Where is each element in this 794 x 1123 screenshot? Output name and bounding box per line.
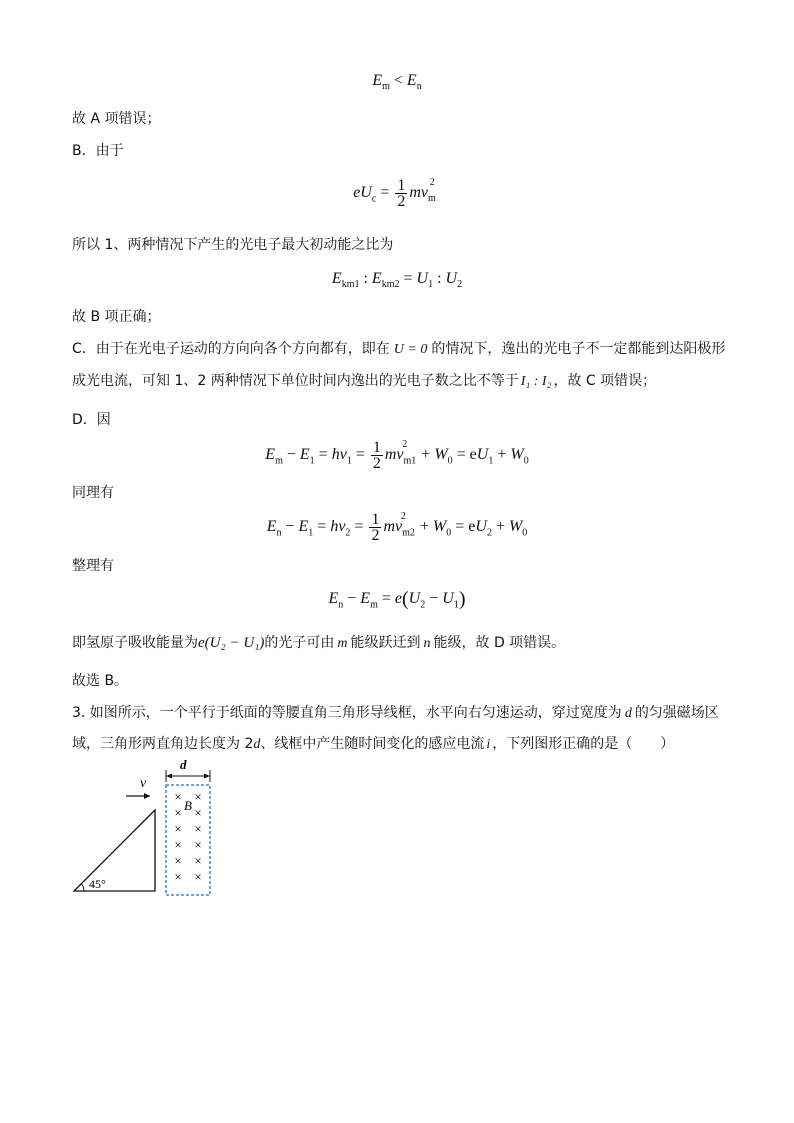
formula-em-e1: $E_m - E_1 = h\nu_1$ = $\frac{1}{2}$ $mv_{m1}^2+ W_0 = eU_1 + W_0$ — [265, 438, 529, 472]
q3-line2-a: 域，三角形两直角边长度为 2 — [72, 736, 254, 752]
text-b-because: B．由于 — [72, 143, 124, 159]
c-u0: U = 0 — [393, 342, 428, 357]
field-cross: × — [194, 853, 202, 868]
field-cross: × — [174, 821, 182, 836]
q3-d: d — [624, 706, 632, 721]
d-n: n — [423, 636, 431, 651]
text-d-because: D．因 — [72, 412, 111, 428]
text-a-wrong: 故 A 项错误； — [72, 111, 161, 127]
d-conc-b: 的光子可由 — [264, 635, 335, 651]
formula-ekm-ratio: $E_{km1}$ : $E_{km2} = U_1$ : $U_2$ — [331, 270, 463, 291]
formula-euc: $eU_c$ = $\frac{1}{2}$ $mv_m^2$ — [353, 176, 436, 210]
field-cross: × — [194, 869, 202, 884]
field-cross: × — [194, 821, 202, 836]
d-m: m — [337, 636, 348, 651]
field-cross: × — [174, 869, 182, 884]
c-line1-end: 的情况下，逸出的光电子不一定都能到达阳极形 — [431, 341, 726, 357]
field-cross: × — [194, 805, 202, 820]
c-i1i2: I₁ : I₂ — [520, 374, 552, 389]
text-c-line2 — [72, 372, 656, 391]
text-answer: 故选 B。 — [72, 673, 129, 689]
d-conc-c: 能级跃迁到 — [350, 635, 421, 651]
c-line1-start: C．由于在光电子运动的方向向各个方向都有，即在 — [72, 341, 390, 357]
formula-em-lt-en: $E_m < E_n$ — [372, 72, 422, 93]
width-arrow-right — [204, 774, 210, 779]
field-cross: × — [174, 837, 182, 852]
text-b-ratio: 所以 1、两种情况下产生的光电子最大初动能之比为 — [72, 237, 394, 253]
q3-line1 — [72, 704, 719, 723]
width-arrow-left — [166, 774, 172, 779]
physics-figure — [60, 758, 230, 903]
d-conc-expr: e(U₂ − U₁) — [198, 635, 265, 651]
angle-arc — [82, 884, 85, 891]
field-cross: × — [174, 789, 182, 804]
velocity-arrow-head — [144, 793, 150, 799]
text-d-conclusion — [72, 634, 565, 653]
width-label: d — [180, 758, 187, 772]
c-line2-start: 成光电流，可知 1、2 两种情况下单位时间内逸出的光电子数之比不等于 — [72, 373, 519, 389]
text-b-correct: 故 B 项正确； — [72, 309, 161, 325]
q3-line2-b: 、线框中产生随时间变化的感应电流 — [260, 736, 485, 752]
q3-line2 — [72, 735, 674, 754]
field-cross: × — [174, 805, 182, 820]
text-c-line1 — [72, 340, 725, 359]
triangle-frame — [74, 810, 155, 891]
text-same-reason: 同理有 — [72, 485, 114, 501]
field-cross: × — [194, 837, 202, 852]
d-conc-a: 即氢原子吸收能量为 — [72, 635, 198, 651]
angle-label: 45° — [89, 877, 106, 891]
field-cross: × — [174, 853, 182, 868]
formula-en-e1: $E_n - E_1 = h\nu_2$ = $\frac{1}{2}$ $mv_{m2}^2+ W_0 = eU_2 + W_0$ — [266, 510, 528, 544]
q3-line2-c: ，下列图形正确的是（ ） — [492, 736, 675, 752]
q3-line1-b: 的匀强磁场区 — [634, 705, 719, 721]
q3-i: i — [486, 737, 491, 752]
field-cross: × — [194, 789, 202, 804]
formula-en-em: $E_n - E_m = e(U_2 - U_1)$ — [328, 588, 466, 611]
text-rearrange: 整理有 — [72, 558, 114, 574]
d-conc-d: 能级，故 D 项错误。 — [433, 635, 566, 651]
velocity-label: v — [140, 776, 147, 791]
c-line2-end: ，故 C 项错误； — [553, 373, 657, 389]
q3-line2-d: d — [253, 737, 261, 752]
q3-line1-a: 3. 如图所示，一个平行于纸面的等腰直角三角形导线框，水平向右匀速运动，穿过宽度为 — [72, 705, 622, 721]
field-label: B — [184, 798, 192, 813]
